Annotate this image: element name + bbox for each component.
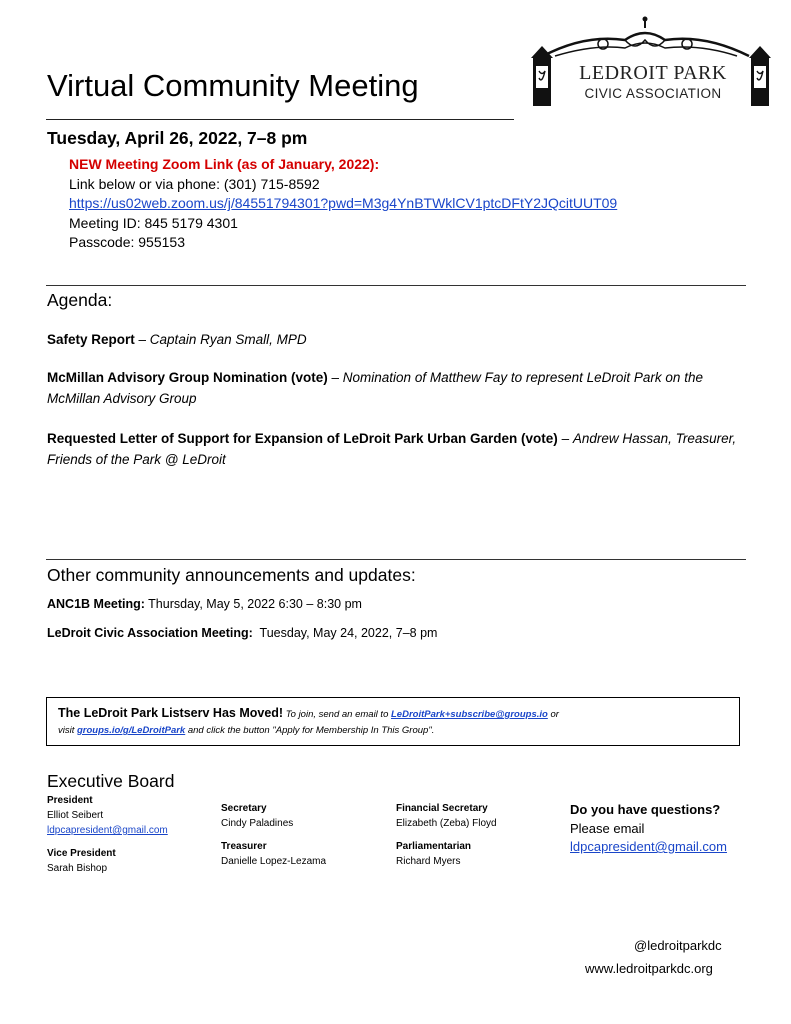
secretary-label: Secretary xyxy=(221,803,267,814)
agenda-heading: Agenda: xyxy=(47,290,113,310)
agenda-item-title: Safety Report xyxy=(47,332,135,347)
treasurer-label: Treasurer xyxy=(221,841,267,852)
listserv-line-1: The LeDroit Park Listserv Has Moved! To join, send an email to LeDroitPark+subscribe@groups.io or xyxy=(58,706,559,720)
listserv-heading: The LeDroit Park Listserv Has Moved! xyxy=(58,706,284,720)
agenda-item-detail: Nomination of Matthew Fay to represent LeDroit Park on the McMillan Advisory Group xyxy=(47,370,703,406)
questions-line: Please email xyxy=(570,821,645,836)
ledroit-park-logo xyxy=(525,16,785,116)
logo-subtitle: CIVIC ASSOCIATION xyxy=(584,86,722,101)
vp-label: Vice President xyxy=(47,848,116,859)
page-title: Virtual Community Meeting xyxy=(47,68,419,103)
meeting-date: Tuesday, April 26, 2022, 7–8 pm xyxy=(47,128,308,148)
agenda-divider xyxy=(46,285,746,286)
treasurer-name: Danielle Lopez-Lezama xyxy=(221,856,327,867)
agenda-item-title: Requested Letter of Support for Expansion of LeDroit Park Urban Garden (vote) xyxy=(47,431,558,446)
announcement-item: ANC1B Meeting: Thursday, May 5, 2022 6:30 – 8:30 pm xyxy=(47,597,362,611)
announcements-heading: Other community announcements and updates: xyxy=(47,565,416,585)
questions-email-link[interactable]: ldpcapresident@gmail.com xyxy=(570,839,727,854)
listserv-line-2: visit groups.io/g/LeDroitPark and click the button "Apply for Membership In This Group". xyxy=(58,725,435,736)
president-name: Elliot Seibert xyxy=(47,810,104,821)
logo-name: LEDROIT PARK xyxy=(579,62,727,84)
zoom-link[interactable]: https://us02web.zoom.us/j/84551794301?pwd=M3g4YnBTWklCV1ptcDFtY2JQcitUUT09 xyxy=(69,195,618,211)
announcements-divider xyxy=(46,559,746,560)
zoom-heading: NEW Meeting Zoom Link (as of January, 2022): xyxy=(69,156,380,172)
board-heading: Executive Board xyxy=(47,771,175,791)
financial-secretary-name: Elizabeth (Zeba) Floyd xyxy=(396,818,497,829)
agenda-item-title: McMillan Advisory Group Nomination (vote) xyxy=(47,370,328,385)
listserv-box xyxy=(46,697,740,746)
parliamentarian-label: Parliamentarian xyxy=(396,841,472,852)
parliamentarian-name: Richard Myers xyxy=(396,856,461,867)
president-email-link[interactable]: ldpcapresident@gmail.com xyxy=(47,825,168,836)
group-link[interactable]: groups.io/g/LeDroitPark xyxy=(77,725,186,736)
website-link[interactable]: www.ledroitparkdc.org xyxy=(585,961,713,976)
agenda-item: McMillan Advisory Group Nomination (vote) – Nomination of Matthew Fay to represent LeDroit Park on the McMillan Advisory Group xyxy=(47,370,703,406)
financial-secretary-label: Financial Secretary xyxy=(396,803,488,814)
subscribe-email-link[interactable]: LeDroitPark+subscribe@groups.io xyxy=(391,709,548,720)
agenda-item: Requested Letter of Support for Expansion of LeDroit Park Urban Garden (vote) – Andrew Hassan, Treasurer, Friends of the Park @ LeDroit xyxy=(47,431,737,467)
questions-heading: Do you have questions? xyxy=(570,802,721,817)
social-handle: @ledroitparkdc xyxy=(634,938,722,953)
phone-line: Link below or via phone: (301) 715-8592 xyxy=(69,175,320,192)
secretary-name: Cindy Paladines xyxy=(221,818,294,829)
vp-name: Sarah Bishop xyxy=(47,863,108,874)
passcode: Passcode: 955153 xyxy=(69,234,185,250)
agenda-item-detail: Andrew Hassan, Treasurer, Friends of the Park @ LeDroit xyxy=(47,431,737,467)
zoom-details xyxy=(69,155,617,253)
announcement-item: LeDroit Civic Association Meeting: Tuesday, May 24, 2022, 7–8 pm xyxy=(47,626,438,640)
agenda-item-detail: Captain Ryan Small, MPD xyxy=(149,332,307,347)
title-divider xyxy=(46,119,514,120)
agenda-item: Safety Report – Captain Ryan Small, MPD xyxy=(47,332,307,347)
president-label: President xyxy=(47,795,93,806)
meeting-id: Meeting ID: 845 5179 4301 xyxy=(69,214,238,231)
